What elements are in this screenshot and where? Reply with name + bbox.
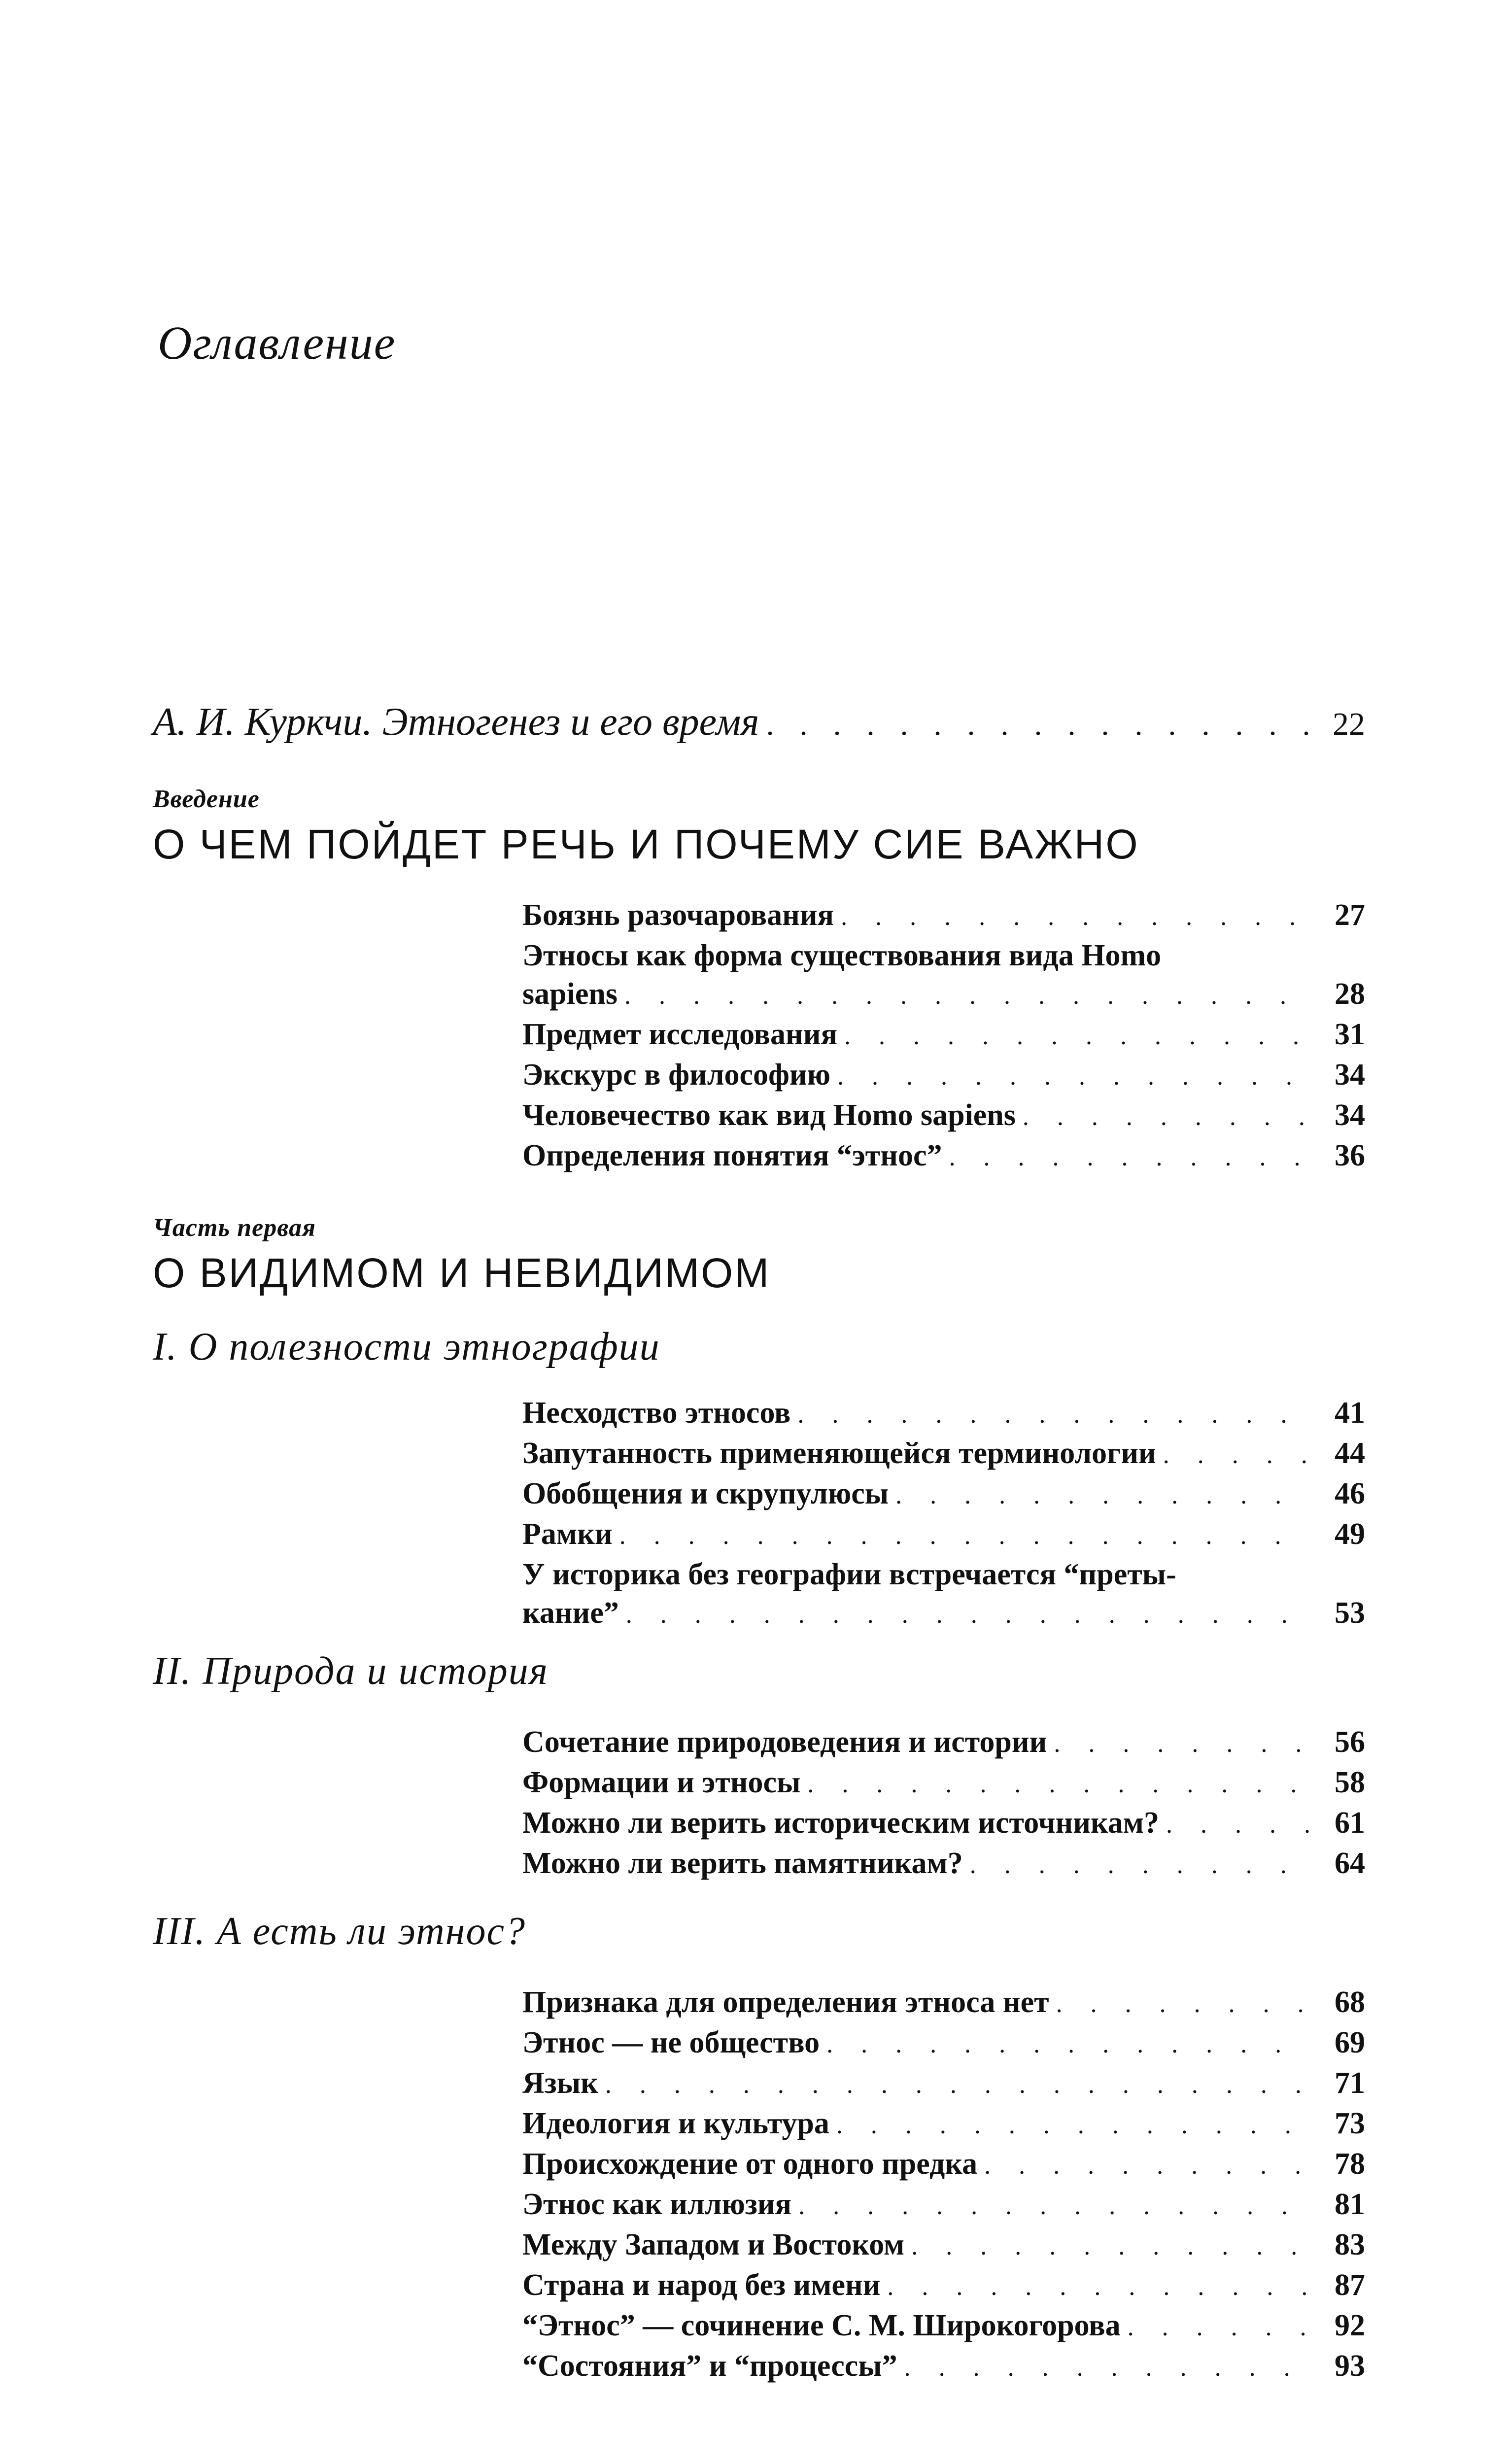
toc-entry[interactable]: Рамки . . . 49 [522,1515,1365,1555]
toc-entry[interactable]: Этнос как иллюзия . . . 81 [522,2185,1365,2225]
dot-leader [895,1476,1309,1515]
toc-entry[interactable]: Предмет исследования . . . 31 [522,1015,1365,1056]
section-part-one [153,1212,1365,2387]
section-kicker: Введение [153,785,260,813]
dot-leader [619,1517,1309,1555]
dot-leader [970,1846,1309,1884]
dot-leader [1054,1725,1309,1763]
chapter-title[interactable]: I. О полезности этнографии [153,1325,660,1369]
toc-entry[interactable]: Несходство этносов . . . 41 [522,1394,1365,1434]
toc-entry[interactable]: Формации и этносы . . . 58 [522,1763,1365,1804]
dot-leader [984,2147,1309,2185]
entry-list [522,1723,1365,1884]
entry-list [522,1394,1365,1634]
toc-entry-preface[interactable] [153,700,1365,745]
entry-list [522,1983,1365,2387]
dot-leader [1023,1098,1309,1136]
toc-entry[interactable]: Язык . . . 71 [522,2064,1365,2104]
toc-entry[interactable]: У историка без географии встречается “преты- кание” . . . 53 [522,1555,1365,1634]
toc-entry[interactable]: Страна и народ без имени . . . 87 [522,2266,1365,2306]
toc-entry[interactable]: Происхождение от одного предка . . . 78 [522,2145,1365,2185]
dot-leader [887,2268,1309,2306]
section-kicker: Часть первая [153,1214,316,1242]
toc-entry[interactable]: Идеология и культура . . . 73 [522,2104,1365,2145]
toc-entry[interactable]: Можно ли верить памятникам? . . . 64 [522,1844,1365,1884]
toc-entry[interactable]: Сочетание природоведения и истории . . . 56 [522,1723,1365,1763]
dot-leader [836,2106,1309,2145]
toc-entry[interactable]: Можно ли верить историческим источникам? . . . 61 [522,1804,1365,1844]
dot-leader [797,1396,1309,1434]
dot-leader [837,1058,1309,1096]
toc-entry[interactable]: Боязнь разочарования . . . 27 [522,896,1365,936]
toc-entry[interactable]: Определения понятия “этнос” . . . 36 [522,1136,1365,1177]
dot-leader [1166,1806,1309,1844]
section-title: О ВИДИМОМ И НЕВИДИМОМ [153,1250,771,1296]
toc-entry[interactable]: “Состояния” и “процессы” . . . 93 [522,2347,1365,2387]
chapter-title[interactable]: II. Природа и история [153,1649,549,1693]
dot-leader [949,1138,1309,1177]
entry-label: А. И. Куркчи. Этногенез и его время [153,700,759,744]
section-title: О ЧЕМ ПОЙДЕТ РЕЧЬ И ПОЧЕМУ СИЕ ВАЖНО [153,821,1139,867]
dot-leader [624,977,1309,1015]
toc-entry[interactable]: “Этнос” — сочинение С. М. Широкогорова . . . 92 [522,2306,1365,2347]
dot-leader [626,1596,1309,1634]
toc-entry[interactable]: Обобщения и скрупулюсы . . . 46 [522,1474,1365,1515]
dot-leader [1056,1985,1309,2023]
dot-leader [807,1765,1309,1804]
toc-entry[interactable]: Этносы как форма существования вида Homo sapiens . . . 28 [522,936,1365,1015]
dot-leader [826,2025,1309,2064]
section-introduction [153,784,1365,1177]
dot-leader [1163,1436,1309,1474]
dot-leader [605,2066,1309,2104]
chapter-title[interactable]: III. А есть ли этнос? [153,1910,526,1953]
dot-leader [841,898,1309,936]
dot-leader [1128,2308,1309,2347]
page-number: 22 [1333,706,1365,742]
toc-entry[interactable]: Признака для определения этноса нет . . . 68 [522,1983,1365,2023]
toc-entry[interactable]: Запутанность применяющейся терминологии . . . 44 [522,1434,1365,1474]
dot-leader [911,2227,1309,2266]
dot-leader [798,2187,1309,2225]
toc-entry[interactable]: Между Западом и Востоком . . . 83 [522,2225,1365,2266]
dot-leader [844,1017,1309,1056]
toc-entry[interactable]: Экскурс в философию . . . 34 [522,1056,1365,1096]
toc-entry[interactable]: Человечество как вид Homo sapiens . . . 34 [522,1096,1365,1136]
dot-leader [766,706,1309,743]
toc-entry[interactable]: Этнос — не общество . . . 69 [522,2023,1365,2064]
dot-leader [904,2349,1309,2387]
entry-list [522,896,1365,1177]
toc-title: Оглавление [158,316,396,369]
